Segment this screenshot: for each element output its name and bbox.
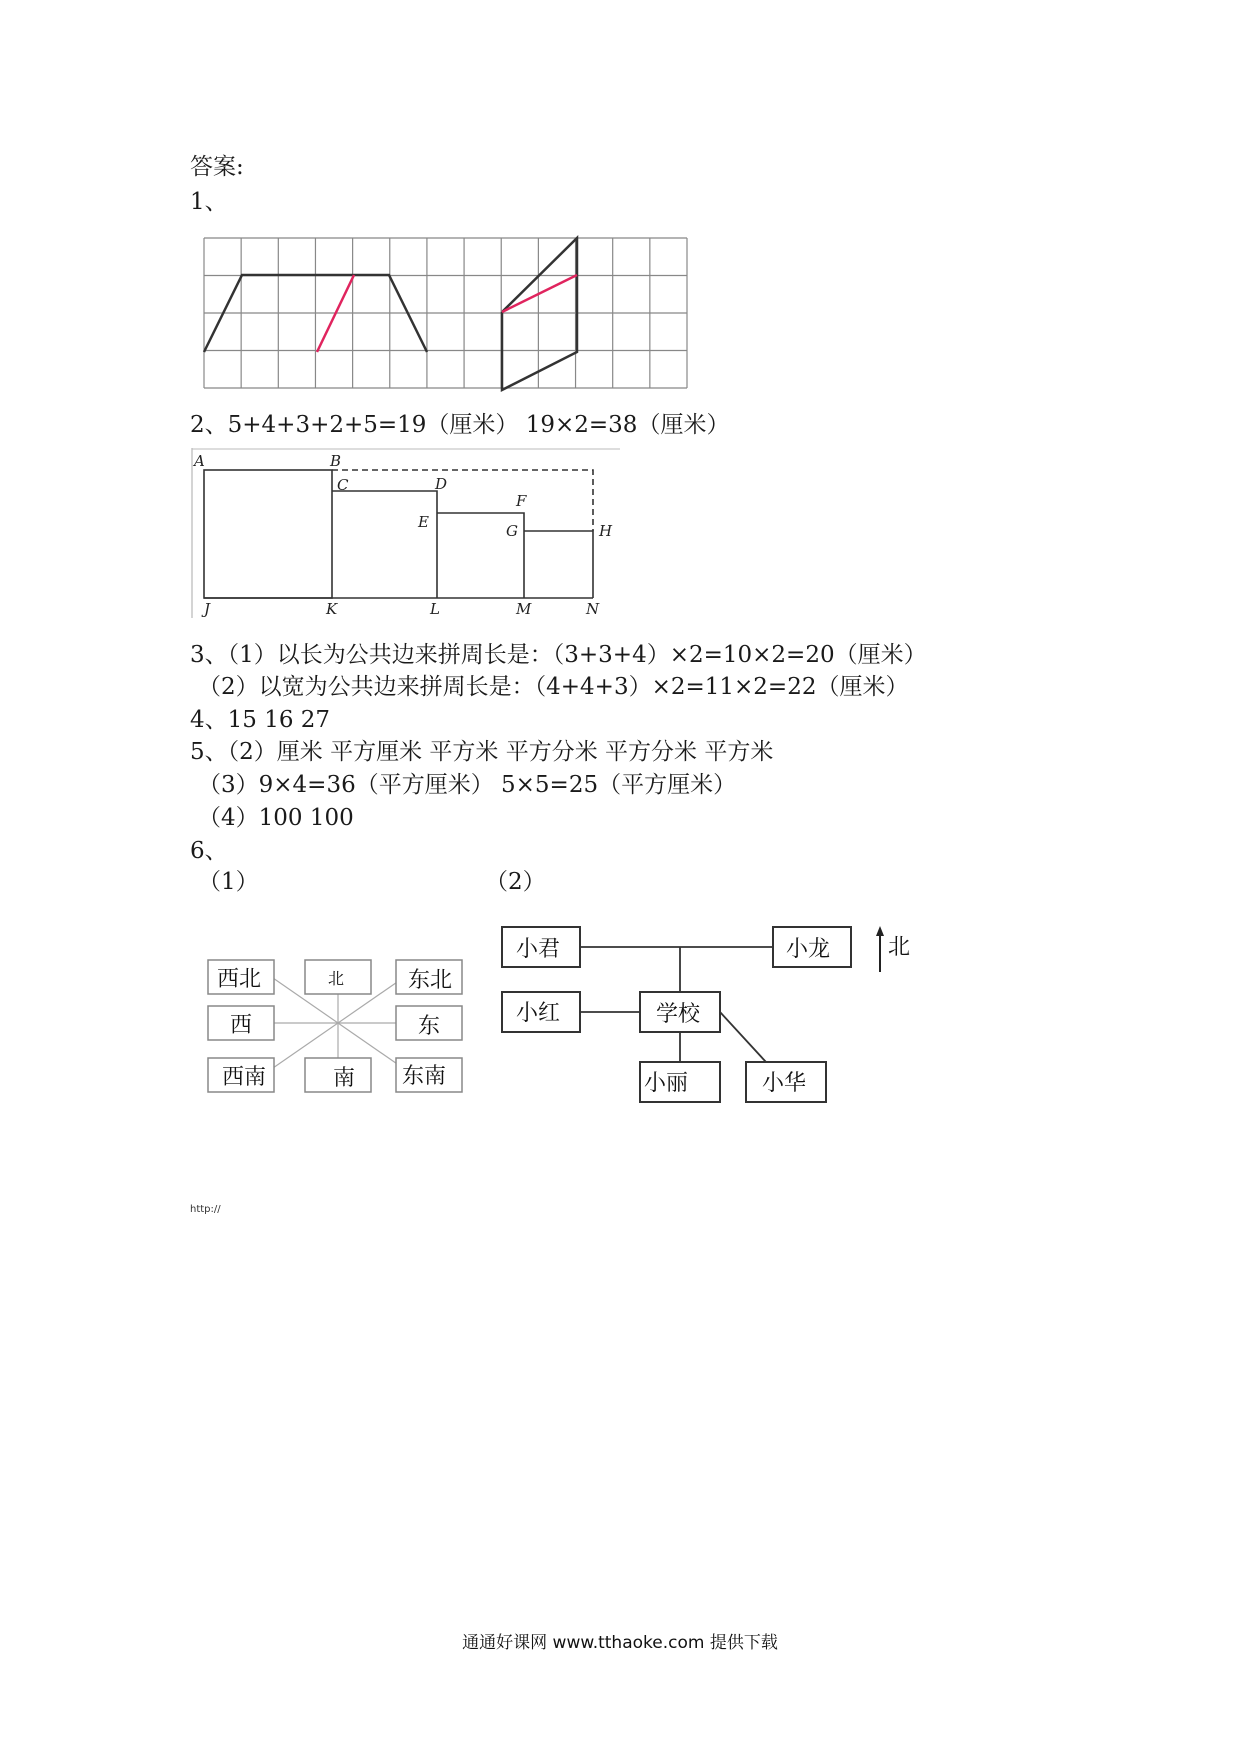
map-xiaohua: 小华 xyxy=(762,1071,807,1096)
label-h: H xyxy=(599,522,613,540)
q4-line: 4、15 16 27 xyxy=(190,707,331,733)
footer: 通通好课网 www.tthaoke.com 提供下载 xyxy=(462,1633,778,1653)
q2-step-g xyxy=(524,531,593,598)
q1-parallelogram-cut xyxy=(502,275,577,312)
q6-part1-label: （1） xyxy=(198,869,259,895)
q2-line: 2、5+4+3+2+5=19（厘米） 19×2=38（厘米） xyxy=(190,412,730,438)
q3-line2: （2）以宽为公共边来拼周长是：（4+4+3）×2=11×2=22（厘米） xyxy=(198,674,909,700)
q5-line3: （4）100 100 xyxy=(198,805,354,831)
label-m: M xyxy=(516,600,532,618)
label-a: A xyxy=(194,452,205,470)
q2-step-c xyxy=(332,491,437,598)
label-n: N xyxy=(586,600,600,618)
label-j: J xyxy=(204,600,211,618)
map-xiaohong: 小红 xyxy=(516,1001,561,1026)
q2-figure xyxy=(190,448,620,618)
compass-northwest: 西北 xyxy=(217,967,262,992)
map-north-marker: 北 xyxy=(888,935,911,960)
q3-line1: 3、（1）以长为公共边来拼周长是：（3+3+4）×2=10×2=20（厘米） xyxy=(190,642,927,668)
q1-label: 1、 xyxy=(190,189,228,215)
compass-diagram xyxy=(205,958,475,1098)
label-e: E xyxy=(418,513,429,531)
map-school: 学校 xyxy=(656,1002,701,1027)
label-g: G xyxy=(506,522,518,540)
label-b: B xyxy=(330,452,342,470)
q6-part2-label: （2） xyxy=(485,869,546,895)
http-text: http:// xyxy=(190,1204,221,1215)
compass-southeast: 东南 xyxy=(402,1064,447,1089)
q2-square-abkj xyxy=(204,470,332,598)
compass-east: 东 xyxy=(418,1014,441,1039)
compass-south: 南 xyxy=(333,1066,356,1091)
north-arrow-head xyxy=(876,926,884,936)
q2-dashed-outline xyxy=(332,470,593,531)
label-k: K xyxy=(326,600,338,618)
label-c: C xyxy=(337,476,349,494)
compass-southwest: 西南 xyxy=(222,1065,267,1090)
map-xiaolong: 小龙 xyxy=(786,937,831,962)
q1-parallelogram xyxy=(502,238,577,390)
q5-line1: 5、（2）厘米 平方厘米 平方米 平方分米 平方分米 平方米 xyxy=(190,739,774,765)
map-xiaojun: 小君 xyxy=(516,937,561,962)
compass-north: 北 xyxy=(328,969,345,988)
label-l: L xyxy=(430,600,440,618)
compass-northeast: 东北 xyxy=(408,968,453,993)
answer-heading: 答案: xyxy=(190,154,244,180)
school-map-diagram xyxy=(500,920,910,1105)
q5-line2: （3）9×4=36（平方厘米） 5×5=25（平方厘米） xyxy=(198,772,737,798)
q6-label: 6、 xyxy=(190,838,228,864)
map-xiaoli: 小丽 xyxy=(644,1071,689,1096)
label-f: F xyxy=(516,492,527,510)
compass-west: 西 xyxy=(230,1013,253,1038)
label-d: D xyxy=(435,475,448,493)
q1-grid-figure xyxy=(201,236,691,390)
